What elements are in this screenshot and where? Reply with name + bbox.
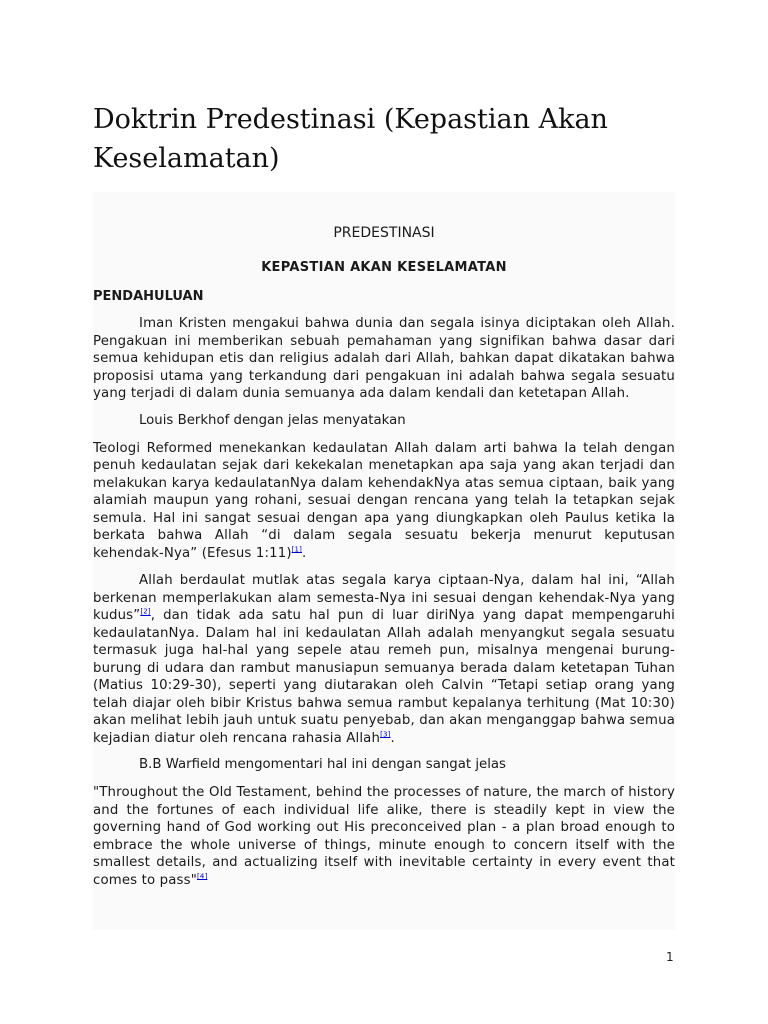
paragraph-intro: Iman Kristen mengakui bahwa dunia dan segala isinya diciptakan oleh Allah. Pengakuan ini memberikan sebuah pemahaman yang signifikan bahwa dasar dari semua kehidupan etis dan religius adalah dari Allah, bahkan dapat dikatakan bahwa proposisi utama yang terkandung dari pengakuan ini adalah bahwa segala sesuatu yang terjadi di dalam dunia semuanya ada dalam kendali dan ketetapan Allah.: [93, 316, 675, 401]
paragraph-berkhof-quote: Teologi Reformed menekankan kedaulatan Allah dalam arti bahwa Ia telah dengan penuh kedaulatan sejak dari kekekalan menetapkan apa saja yang akan terjadi dan melakukan karya kedaulatanNya dalam kehendakNya atas semua ciptaan, baik yang alamiah maupun yang rohani, sesuai dengan rencana yang telah Ia tetapkan sejak semula. Hal ini sangat sesuai dengan apa yang diungkapkan oleh Paulus ketika Ia berkata bahwa Allah “di dalam segala sesuatu bekerja menurut keputusan kehendak-Nya” (Efesus 1:11)[1].: [93, 440, 675, 561]
warfield-quote-text: "Throughout the Old Testament, behind the processes of nature, the march of history and the fortunes of each individual life alike, there is steadily kept in view the governing hand of God working out His preconceived plan - a plan broad enough to embrace the whole universe of things, minute enough to concern itself with the smallest details, and actualizing itself with inevitable certainty in every event that comes to pass": [93, 785, 675, 888]
lead-warfield: B.B Warfield mengomentari hal ini dengan sangat jelas: [139, 757, 506, 772]
page-number: 1: [666, 950, 674, 964]
footnote-link-4[interactable]: [4]: [196, 872, 208, 881]
sovereignty-text-b: , dan tidak ada satu hal pun di luar diriNya yang dapat mempengaruhi kedaulatanNya. Dalam hal ini kedaulatan Allah adalah menyangkut segala sesuatu termasuk juga hal-hal yang sepele atau remeh pun, misalnya mengenai burung-burung di udara dan rambut manusiapun semuanya berada dalam ketetapan Tuhan (Matius 10:29-30), seperti yang diutarakan oleh Calvin “Tetapi setiap orang yang telah diajar oleh bibir Kristus bahwa semua rambut kepalanya terhitung (Mat 10:30) akan melihat lebih jauh untuk suatu penyebab, dan akan menganggap bahwa semua kejadian diatur oleh rencana rahasia Allah: [93, 608, 675, 746]
document-title: Doktrin Predestinasi (Kepastian Akan Keselamatan): [93, 104, 608, 174]
lead-berkhof: Louis Berkhof dengan jelas menyatakan: [139, 412, 406, 428]
document-body: [93, 192, 675, 930]
footnote-link-1[interactable]: [1]: [291, 545, 303, 554]
section-heading: PENDAHULUAN: [93, 289, 204, 304]
sovereignty-text-a: Allah berdaulat mutlak atas segala karya ciptaan-Nya, dalam hal ini, “Allah berkenan memperlakukan alam semesta-Nya ini sesuai dengan kehendak-Nya yang kudus”: [93, 573, 675, 623]
paragraph-sovereignty: Allah berdaulat mutlak atas segala karya ciptaan-Nya, dalam hal ini, “Allah berkenan memperlakukan alam semesta-Nya ini sesuai dengan kehendak-Nya yang kudus”[2], dan tidak ada satu hal pun di luar diriNya yang dapat mempengaruhi kedaulatanNya. Dalam hal ini kedaulatan Allah adalah menyangkut segala sesuatu termasuk juga hal-hal yang sepele atau remeh pun, misalnya mengenai burung-burung di udara dan rambut manusiapun semuanya berada dalam ketetapan Tuhan (Matius 10:29-30), seperti yang diutarakan oleh Calvin “Tetapi setiap orang yang telah diajar oleh bibir Kristus bahwa semua rambut kepalanya terhitung (Mat 10:30) akan melihat lebih jauh untuk suatu penyebab, dan akan menganggap bahwa semua kejadian diatur oleh rencana rahasia Allah[3].: [93, 573, 675, 746]
footnote-link-3[interactable]: [3]: [380, 730, 391, 739]
section-subtitle: KEPASTIAN AKAN KESELAMATAN: [261, 260, 507, 275]
berkhof-quote-text: Teologi Reformed menekankan kedaulatan Allah dalam arti bahwa Ia telah dengan penuh kedaulatan sejak dari kekekalan menetapkan apa saja yang akan terjadi dan melakukan karya kedaulatanNya dalam kehendakNya atas semua ciptaan, baik yang alamiah maupun yang rohani, sesuai dengan rencana yang telah Ia tetapkan sejak semula. Hal ini sangat sesuai dengan apa yang diungkapkan oleh Paulus ketika Ia berkata bahwa Allah “di dalam segala sesuatu bekerja menurut keputusan kehendak-Nya” (Efesus 1:11): [93, 440, 675, 561]
section-title: PREDESTINASI: [333, 225, 435, 241]
paragraph-warfield-quote: [93, 784, 675, 889]
footnote-link-2[interactable]: [2]: [140, 607, 151, 616]
